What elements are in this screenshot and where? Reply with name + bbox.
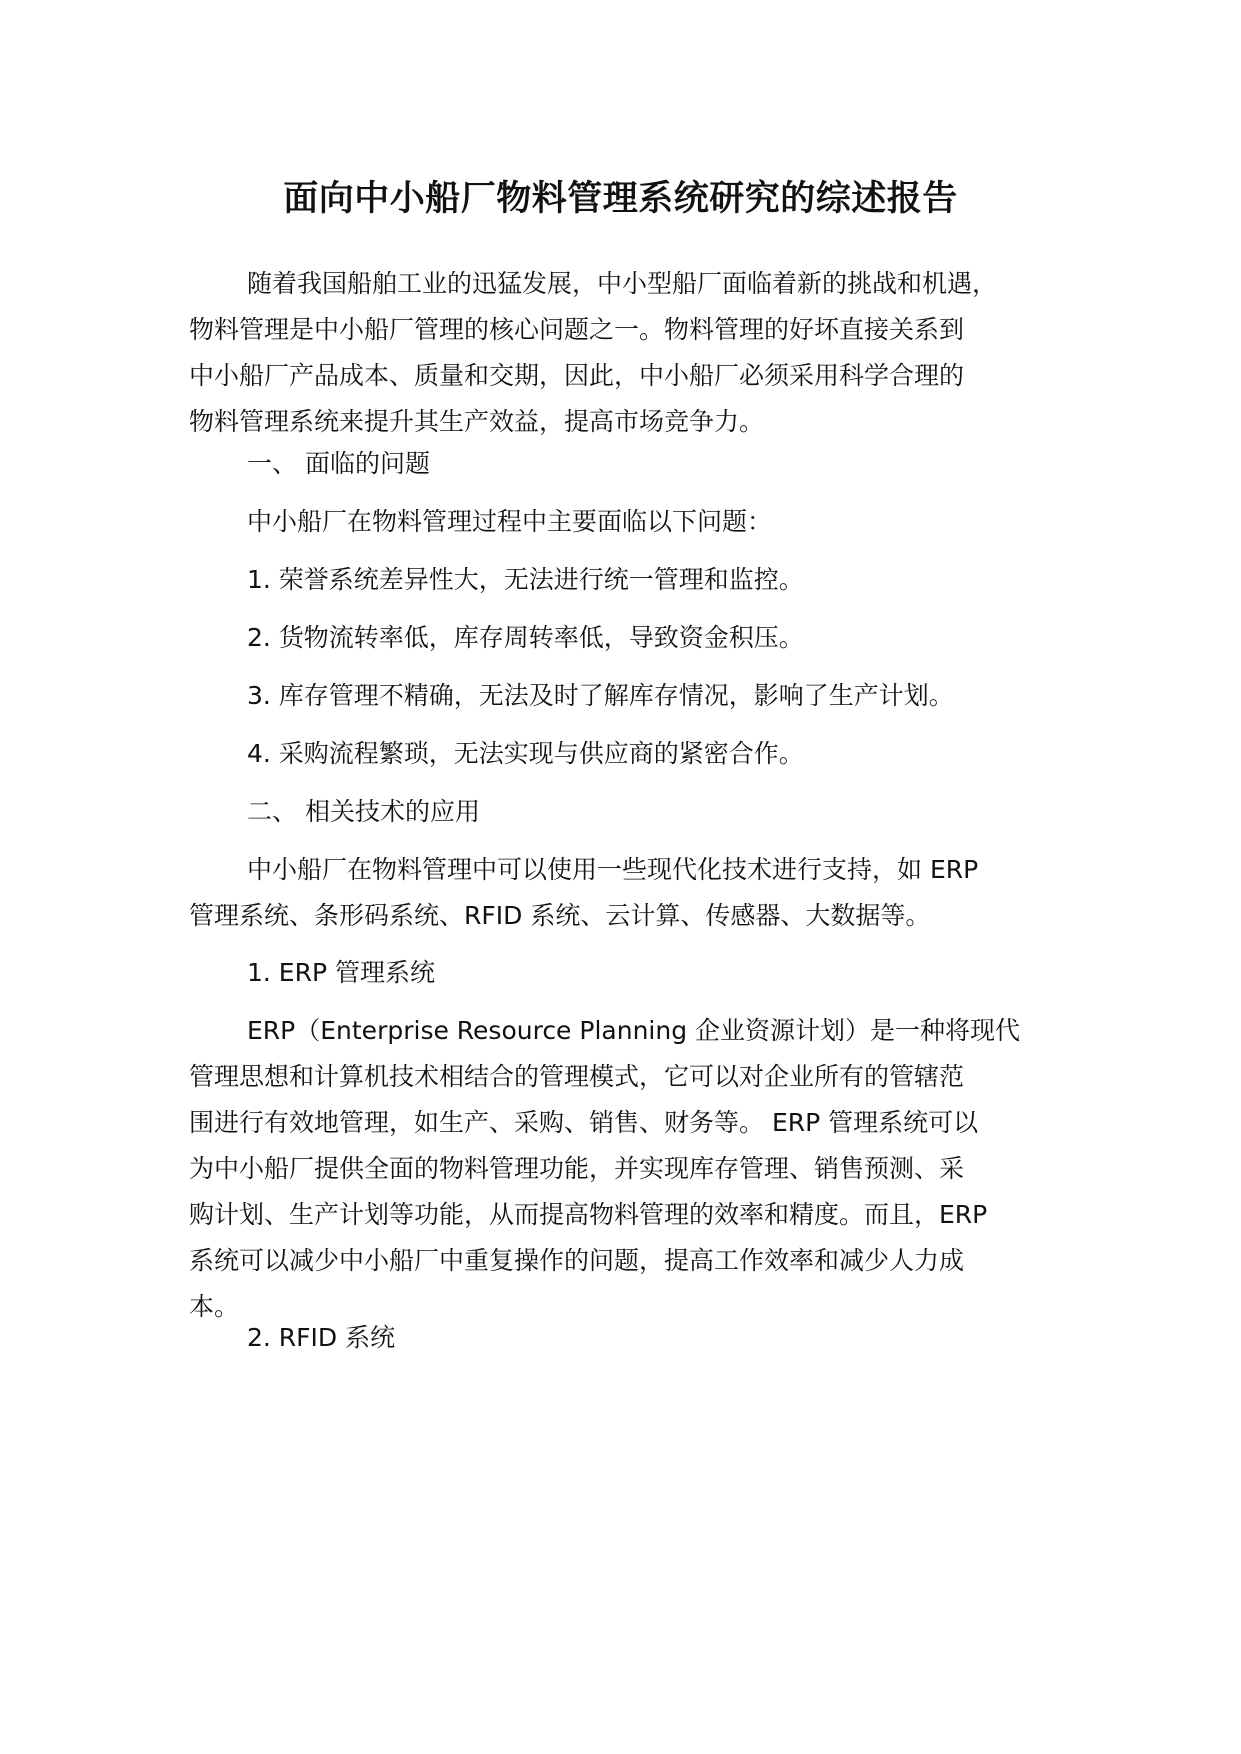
intro-line: 中小船厂产品成本、质量和交期，因此，中小船厂必须采用科学合理的 xyxy=(189,361,965,390)
subsection-heading: 2. RFID 系统 xyxy=(247,1323,396,1352)
section-lead-line: 管理系统、条形码系统、RFID 系统、云计算、传感器、大数据等。 xyxy=(189,901,931,930)
subsection-heading: 1. ERP 管理系统 xyxy=(247,958,435,987)
section-heading: 二、 相关技术的应用 xyxy=(247,797,480,826)
section-heading: 一、 面临的问题 xyxy=(247,449,430,478)
erp-line: 购计划、生产计划等功能，从而提高物料管理的效率和精度。而且，ERP xyxy=(189,1200,988,1229)
section1-lead-block xyxy=(189,499,1069,545)
list-item xyxy=(189,673,1069,719)
intro-line: 物料管理是中小船厂管理的核心问题之一。物料管理的好坏直接关系到 xyxy=(189,315,965,344)
list-item xyxy=(189,731,1069,777)
rfid-heading-block xyxy=(189,1315,1069,1361)
erp-line: 管理思想和计算机技术相结合的管理模式，它可以对企业所有的管辖范 xyxy=(189,1062,965,1091)
list-item-text: 1. 荣誉系统差异性大，无法进行统一管理和监控。 xyxy=(247,565,804,594)
erp-heading-block xyxy=(189,950,1069,996)
section1-heading-block xyxy=(189,441,1069,487)
section-lead: 中小船厂在物料管理过程中主要面临以下问题： xyxy=(247,507,773,536)
intro-line: 物料管理系统来提升其生产效益，提高市场竞争力。 xyxy=(189,407,765,436)
erp-line: 围进行有效地管理，如生产、采购、销售、财务等。 ERP 管理系统可以 xyxy=(189,1108,979,1137)
section-lead-line: 中小船厂在物料管理中可以使用一些现代化技术进行支持，如 ERP xyxy=(247,855,979,884)
erp-line: 本。 xyxy=(189,1292,240,1321)
list-item-text: 4. 采购流程繁琐，无法实现与供应商的紧密合作。 xyxy=(247,739,804,768)
erp-paragraph xyxy=(189,1008,1069,1330)
list-item xyxy=(189,557,1069,603)
intro-line: 随着我国船舶工业的迅猛发展，中小型船厂面临着新的挑战和机遇， xyxy=(247,269,998,298)
list-item-text: 3. 库存管理不精确，无法及时了解库存情况，影响了生产计划。 xyxy=(247,681,954,710)
intro-paragraph xyxy=(189,261,1069,445)
list-item xyxy=(189,615,1069,661)
erp-line: 系统可以减少中小船厂中重复操作的问题，提高工作效率和减少人力成 xyxy=(189,1246,965,1275)
erp-line: ERP（Enterprise Resource Planning 企业资源计划）是一种将现代 xyxy=(247,1016,1021,1045)
document-title: 面向中小船厂物料管理系统研究的综述报告 xyxy=(283,179,958,219)
section2-heading-block xyxy=(189,789,1069,835)
erp-line: 为中小船厂提供全面的物料管理功能，并实现库存管理、销售预测、采 xyxy=(189,1154,965,1183)
section2-lead-paragraph xyxy=(189,847,1069,939)
list-item-text: 2. 货物流转率低，库存周转率低，导致资金积压。 xyxy=(247,623,804,652)
